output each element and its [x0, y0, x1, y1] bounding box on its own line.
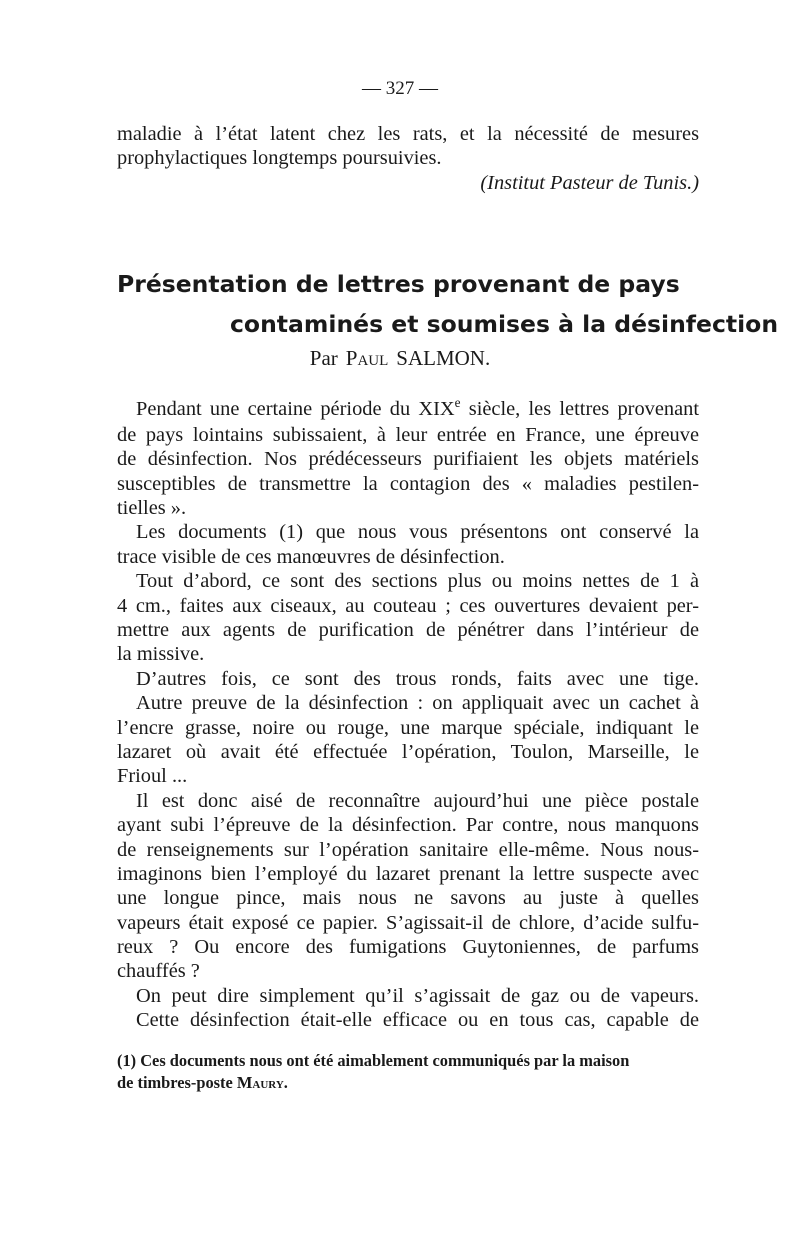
- text-line: Frioul ...: [117, 765, 188, 787]
- text-line: 4 cm., faites aux ciseaux, au couteau ; ces ouvertures devaient per-: [117, 595, 699, 617]
- text-line: reux ? Ou encore des fumigations Guytoniennes, de parfums: [117, 936, 699, 958]
- article-title-line-1: Présentation de lettres provenant de pays: [117, 270, 680, 298]
- article-title-line-2: contaminés et soumises à la désinfection: [230, 310, 779, 338]
- text-line: vapeurs était exposé ce papier. S’agissait-il de chlore, d’acide sulfu-: [117, 912, 699, 934]
- text-line: mettre aux agents de purification de pénétrer dans l’intérieur de: [117, 619, 699, 641]
- text-line: une longue pince, mais nous ne savons au juste à quelles: [117, 887, 699, 909]
- article-signature: (Institut Pasteur de Tunis.): [480, 172, 699, 194]
- text-line: Tout d’abord, ce sont des sections plus ou moins nettes de 1 à: [136, 570, 699, 592]
- text-line: la missive.: [117, 643, 205, 665]
- text-line: imaginons bien l’employé du lazaret prenant la lettre suspecte avec: [117, 863, 699, 885]
- text-line: l’encre grasse, noire ou rouge, une marque spéciale, indiquant le: [117, 717, 699, 739]
- text-line: de renseignements sur l’opération sanitaire elle-même. Nous nous-: [117, 839, 699, 861]
- footnote-line-1: (1) Ces documents nous ont été aimablement communiqués par la maison: [117, 1051, 630, 1070]
- text-line: de désinfection. Nos prédécesseurs purifiaient les objets matériels: [117, 448, 699, 470]
- text-line: tielles ».: [117, 497, 187, 519]
- text-line: Il est donc aisé de reconnaître aujourd’hui une pièce postale: [136, 790, 699, 812]
- text-line: trace visible de ces manœuvres de désinfection.: [117, 546, 505, 568]
- text-line: Autre preuve de la désinfection : on appliquait avec un cachet à: [136, 692, 699, 714]
- article-byline: [0, 346, 800, 371]
- text-line: prophylactiques longtemps poursuivies.: [117, 147, 442, 169]
- footnote-line-2: de timbres-poste Maury.: [117, 1073, 288, 1092]
- page-number: — 327 —: [362, 78, 438, 99]
- author-first-name: Paul: [345, 346, 389, 370]
- text-line: de pays lointains subissaient, à leur entrée en France, une épreuve: [117, 424, 699, 446]
- text-line: Cette désinfection était-elle efficace ou en tous cas, capable de: [136, 1009, 699, 1031]
- text-line: On peut dire simplement qu’il s’agissait de gaz ou de vapeurs.: [136, 985, 699, 1007]
- text-line: maladie à l’état latent chez les rats, et la nécessité de mesures: [117, 123, 699, 145]
- footnote-company-name: Maury.: [236, 1073, 288, 1092]
- text-line: chauffés ?: [117, 960, 200, 982]
- text-line: lazaret où avait été effectuée l’opération, Toulon, Marseille, le: [117, 741, 699, 763]
- text-line: susceptibles de transmettre la contagion des « maladies pestilen-: [117, 473, 699, 495]
- text-line: Pendant une certaine période du XIXe siècle, les lettres provenant: [136, 395, 699, 420]
- text-line: D’autres fois, ce sont des trous ronds, faits avec une tige.: [136, 668, 699, 690]
- author-last-name: SALMON.: [396, 346, 491, 370]
- byline-prefix: Par: [309, 346, 338, 370]
- text-line: ayant subi l’épreuve de la désinfection. Par contre, nous manquons: [117, 814, 699, 836]
- text-line: Les documents (1) que nous vous présentons ont conservé la: [136, 521, 699, 543]
